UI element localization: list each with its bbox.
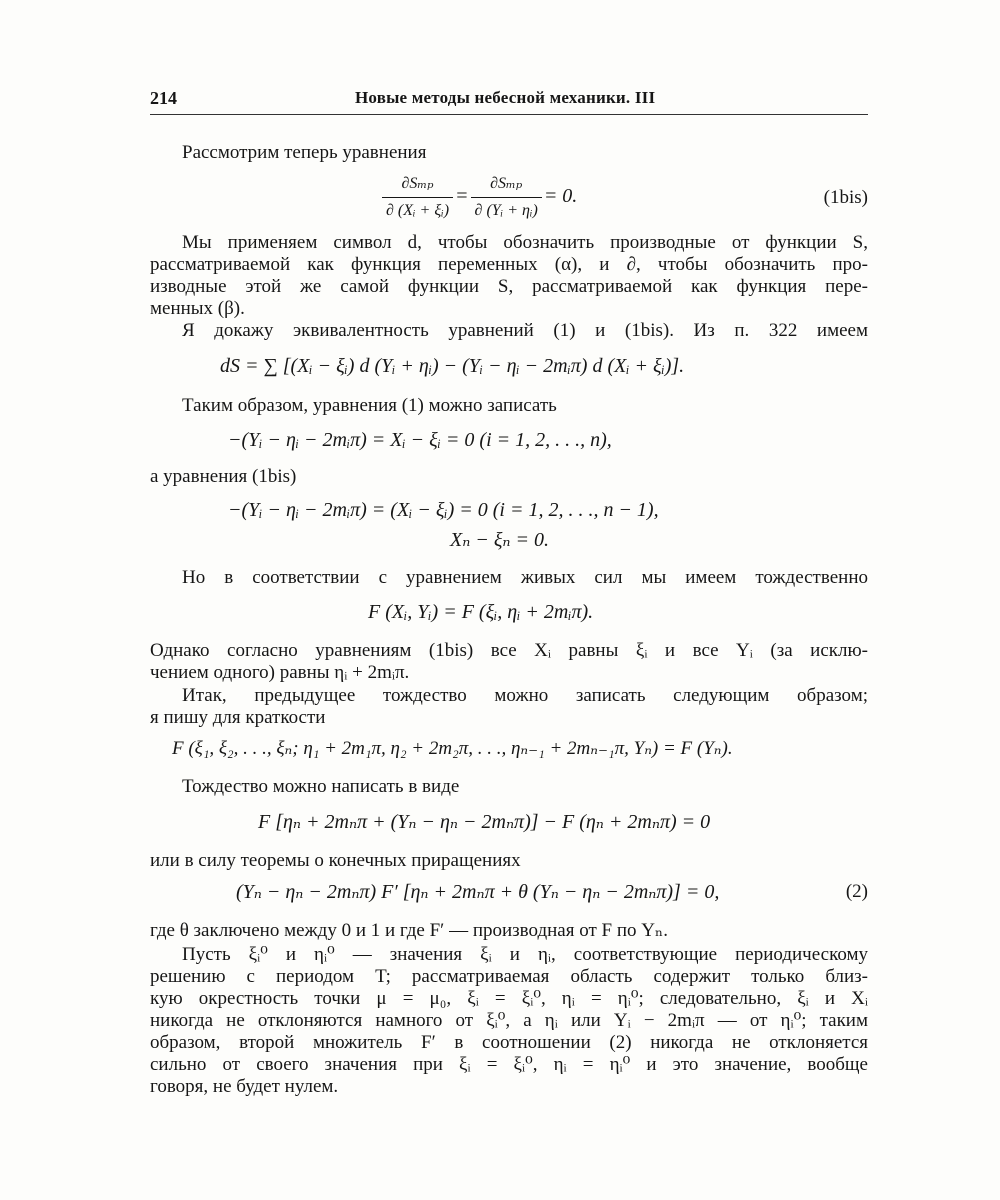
equation-label-2: (2) (845, 881, 868, 902)
paragraph-line: Таким образом, уравнения (1) можно записать (182, 395, 557, 416)
equation-label-1bis: (1bis) (823, 187, 868, 208)
running-title: Новые методы небесной механики. III (355, 88, 656, 107)
paragraph-line: или в силу теоремы о конечных приращениях (150, 850, 521, 871)
fraction-2-denominator: ∂ (Yᵢ + ηᵢ) (474, 202, 538, 219)
equation-form-2a: −(Yᵢ − ηᵢ − 2mᵢπ) = (Xᵢ − ξᵢ) = 0 (i = 1, 2, . . ., n − 1), (228, 499, 659, 521)
paragraph-line: где θ заключено между 0 и 1 и где F′ — производная от F по Yₙ. (150, 920, 668, 941)
paragraph-line: Итак, предыдущее тождество можно записать следующим образом; (182, 685, 868, 706)
paragraph-intro: Рассмотрим теперь уравнения (182, 142, 427, 163)
fraction-2-numerator: ∂Sₘₚ (471, 172, 542, 198)
paragraph-line: менных (β). (150, 298, 245, 319)
paragraph-line: изводные этой же самой функции S, рассматриваемой как функция пере- (150, 276, 868, 297)
paragraph-line: Но в соответствии с уравнением живых сил мы имеем тождественно (182, 567, 868, 588)
equation-form-1: −(Yᵢ − ηᵢ − 2mᵢπ) = Xᵢ − ξᵢ = 0 (i = 1, 2, . . ., n), (228, 429, 612, 451)
page-number: 214 (150, 88, 177, 108)
fraction-1-denominator: ∂ (Xᵢ + ξᵢ) (386, 202, 450, 219)
equation-1bis (380, 172, 577, 223)
paragraph-line: кую окрестность точки μ = μ₀, ξᵢ = ξᵢ⁰, ηᵢ = ηᵢ⁰; следовательно, ξᵢ и Xᵢ (150, 988, 868, 1009)
equation-form-2b: Xₙ − ξₙ = 0. (450, 529, 549, 551)
paragraph-line: Тождество можно написать в виде (182, 776, 460, 797)
header-rule (150, 114, 868, 115)
paragraph-line: я пишу для краткости (150, 707, 326, 728)
equation-identity: F [ηₙ + 2mₙπ + (Yₙ − ηₙ − 2mₙπ)] − F (ηₙ + 2mₙπ) = 0 (258, 811, 711, 833)
equation-dS: dS = ∑ [(Xᵢ − ξᵢ) d (Yᵢ + ηᵢ) − (Yᵢ − ηᵢ − 2mᵢπ) d (Xᵢ + ξᵢ)]. (220, 355, 685, 377)
paragraph-line: Пусть ξᵢ⁰ и ηᵢ⁰ — значения ξᵢ и ηᵢ, соответствующие периодическому (182, 944, 868, 965)
paragraph-line: говоря, не будет нулем. (150, 1076, 339, 1097)
equals-sign: = (455, 185, 469, 208)
page-header (150, 88, 868, 110)
equation-1bis-end: = 0. (543, 185, 578, 208)
fraction-1-numerator: ∂Sₘₚ (382, 172, 453, 198)
paragraph-line: образом, второй множитель F′ в соотношении (2) никогда не отклоняется (150, 1032, 868, 1053)
equation-mean-value: (Yₙ − ηₙ − 2mₙπ) F′ [ηₙ + 2mₙπ + θ (Yₙ − ηₙ − 2mₙπ)] = 0, (236, 881, 720, 903)
fraction-1 (382, 172, 453, 223)
paragraph-line: рассматриваемой как функция переменных (α), и ∂, чтобы обозначить про- (150, 254, 868, 275)
paragraph-line: сильно от своего значения при ξᵢ = ξᵢ⁰, ηᵢ = ηᵢ⁰ и это значение, вообще (150, 1054, 868, 1075)
paragraph-line: решению с периодом T; рассматриваемая область содержит только близ- (150, 966, 868, 987)
paragraph-line: а уравнения (1bis) (150, 466, 297, 487)
fraction-2 (471, 172, 542, 223)
paragraph-line: Я докажу эквивалентность уравнений (1) и (1bis). Из п. 322 имеем (182, 320, 868, 341)
paragraph-line: Мы применяем символ d, чтобы обозначить производные от функции S, (182, 232, 868, 253)
equation-short-form: F (ξ₁, ξ₂, . . ., ξₙ; η₁ + 2m₁π, η₂ + 2m₂π, . . ., ηₙ₋₁ + 2mₙ₋₁π, Yₙ) = F (Yₙ). (172, 738, 733, 759)
paragraph-line: Однако согласно уравнениям (1bis) все Xᵢ равны ξᵢ и все Yᵢ (за исклю- (150, 640, 868, 661)
paragraph-line: чением одного) равны ηᵢ + 2mᵢπ. (150, 662, 410, 683)
equation-energy: F (Xᵢ, Yᵢ) = F (ξᵢ, ηᵢ + 2mᵢπ). (368, 601, 594, 623)
paragraph-line: никогда не отклоняются намного от ξᵢ⁰, а ηᵢ или Yᵢ − 2mᵢπ — от ηᵢ⁰; таким (150, 1010, 868, 1031)
